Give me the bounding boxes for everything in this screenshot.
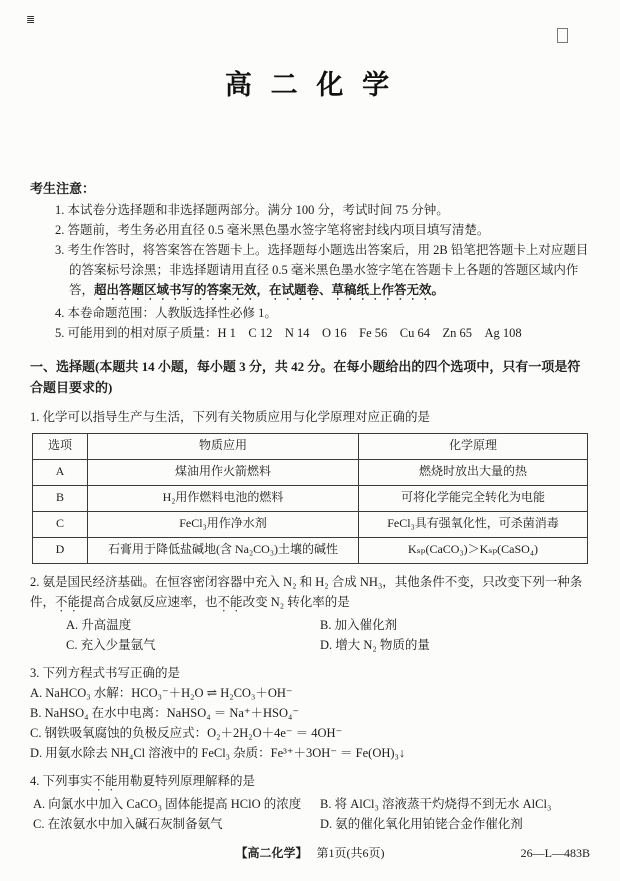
option-a: A. NaHCO₃ 水解：HCO₃⁻＋H₂O ⇌ H₂CO₃＋OH⁻ — [30, 685, 293, 700]
table-cell: 石膏用于降低盐碱地(含 Na₂CO₃)土壤的碱性 — [88, 537, 359, 563]
table-header-application: 物质应用 — [88, 433, 359, 459]
question-2-stem-text: 改变 N₂ 转化率的是 — [242, 594, 350, 609]
notice-item-3-warning: 超出答题区域书写的答案无效，在试题卷、草稿纸上作答无效。 — [94, 282, 445, 297]
option-d: D. 增大 N₂ 物质的量 — [320, 637, 430, 652]
question-1-stem: 1. 化学可以指导生产与生活，下列有关物质应用与化学原理对应正确的是 — [30, 409, 431, 424]
option-c: C. 在浓氨水中加入碱石灰制备氨气 — [33, 816, 223, 831]
question-1 — [30, 407, 590, 564]
notice-item-2: 2. 答题前，考生务必用直径 0.5 毫米黑色墨水签字笔将密封线内项目填写清楚。 — [55, 222, 490, 237]
table-cell: D — [33, 537, 88, 563]
notice-item-3 — [55, 240, 590, 303]
option-d: D. 用氨水除去 NH₄Cl 溶液中的 FeCl₃ 杂质：Fe³⁺＋3OH⁻ ＝ Fe(OH)₃↓ — [30, 745, 406, 760]
question-1-table — [32, 433, 588, 564]
table-row — [33, 485, 588, 511]
table-row — [33, 459, 588, 485]
question-2-stem — [30, 572, 590, 615]
section-1-heading: 一、选择题(本题共 14 小题，每小题 3 分，共 42 分。在每小题给出的四个选项中，只有一项是符合题目要求的) — [30, 358, 581, 395]
question-4 — [30, 771, 590, 834]
question-3 — [30, 663, 590, 763]
table-header-principle: 化学原理 — [359, 433, 588, 459]
table-cell: 可将化学能完全转化为电能 — [359, 485, 588, 511]
table-header-row — [33, 433, 588, 459]
question-2-emphasis: 不能 — [217, 594, 243, 609]
table-cell: C — [33, 511, 88, 537]
question-4-stem-text: 4. 下列事实 — [30, 773, 93, 788]
question-4-stem-text: 用勒夏特列原理解释的是 — [117, 773, 256, 788]
option-c: C. 充入少量氩气 — [66, 637, 156, 652]
print-registration-mark-icon: ≣ — [26, 14, 36, 26]
option-b: B. 加入催化剂 — [320, 617, 398, 632]
option-d: D. 氨的催化氧化用铂铑合金作催化剂 — [320, 816, 523, 831]
table-row — [33, 537, 588, 563]
notice-item-5-atomic-masses: 5. 可能用到的相对原子质量：H 1 C 12 N 14 O 16 Fe 56 Cu 64 Zn 65 Ag 108 — [55, 325, 522, 340]
table-cell: 燃烧时放出大量的热 — [359, 459, 588, 485]
table-cell: 煤油用作火箭燃料 — [88, 459, 359, 485]
table-row — [33, 511, 588, 537]
option-b: B. 将 AlCl₃ 溶液蒸干灼烧得不到无水 AlCl₃ — [320, 796, 552, 811]
table-cell: A — [33, 459, 88, 485]
question-2-options — [66, 615, 590, 655]
notice-item-1: 1. 本试卷分选择题和非选择题两部分。满分 100 分，考试时间 75 分钟。 — [55, 202, 449, 217]
notice-item-3-text: 3. 考生作答时，将答案答在答题卡上。选择题每小题选出答案后，用 2B 铅笔把答题卡上对应题目的答案标号涂黑；非选择题请用直径 0.5 毫米黑色墨水签字笔在答题卡上各题的答题区域内作答， — [55, 242, 589, 297]
question-4-options — [33, 794, 590, 834]
table-cell: Kₛₚ(CaCO₃)＞Kₛₚ(CaSO₄) — [359, 537, 588, 563]
table-header-option: 选项 — [33, 433, 88, 459]
question-2 — [30, 572, 590, 655]
option-c: C. 钢铁吸氧腐蚀的负极反应式：O₂＋2H₂O＋4e⁻ ＝ 4OH⁻ — [30, 725, 343, 740]
table-cell: FeCl₃用作净水剂 — [88, 511, 359, 537]
exam-title: 高 二 化 学 — [224, 70, 396, 100]
option-a: A. 升高温度 — [66, 617, 132, 632]
notice-item-4: 4. 本卷命题范围：人教版选择性必修 1。 — [55, 305, 277, 320]
table-cell: H₂用作燃料电池的燃料 — [88, 485, 359, 511]
footer-page-number: 第1页(共6页) — [316, 845, 385, 860]
option-a: A. 向氯水中加入 CaCO₃ 固体能提高 HClO 的浓度 — [33, 796, 302, 811]
question-3-stem: 3. 下列方程式书写正确的是 — [30, 665, 181, 680]
option-b: B. NaHSO₄ 在水中电离：NaHSO₄ ＝ Na⁺＋HSO₄⁻ — [30, 705, 299, 720]
question-2-stem-text: 2. 氨是国民经济基础。在恒容密闭容器中充入 N₂ 和 H₂ 合成 NH₃，其他条件不变，只改变下列一种条件， — [30, 574, 583, 609]
table-cell: FeCl₃具有强氧化性，可杀菌消毒 — [359, 511, 588, 537]
question-2-emphasis: 不能 — [55, 594, 81, 609]
notice-section — [30, 179, 590, 343]
table-cell: B — [33, 485, 88, 511]
footer-paper-code: 26—L—483B — [520, 845, 590, 860]
notice-heading: 考生注意： — [30, 181, 96, 197]
corner-box-icon — [557, 28, 568, 43]
footer-subject: 【高二化学】 — [235, 845, 308, 860]
question-2-stem-text: 提高合成氨反应速率，也 — [80, 594, 218, 609]
question-4-emphasis: 不能 — [92, 773, 118, 788]
page-footer — [0, 844, 620, 863]
question-4-stem — [30, 771, 590, 794]
